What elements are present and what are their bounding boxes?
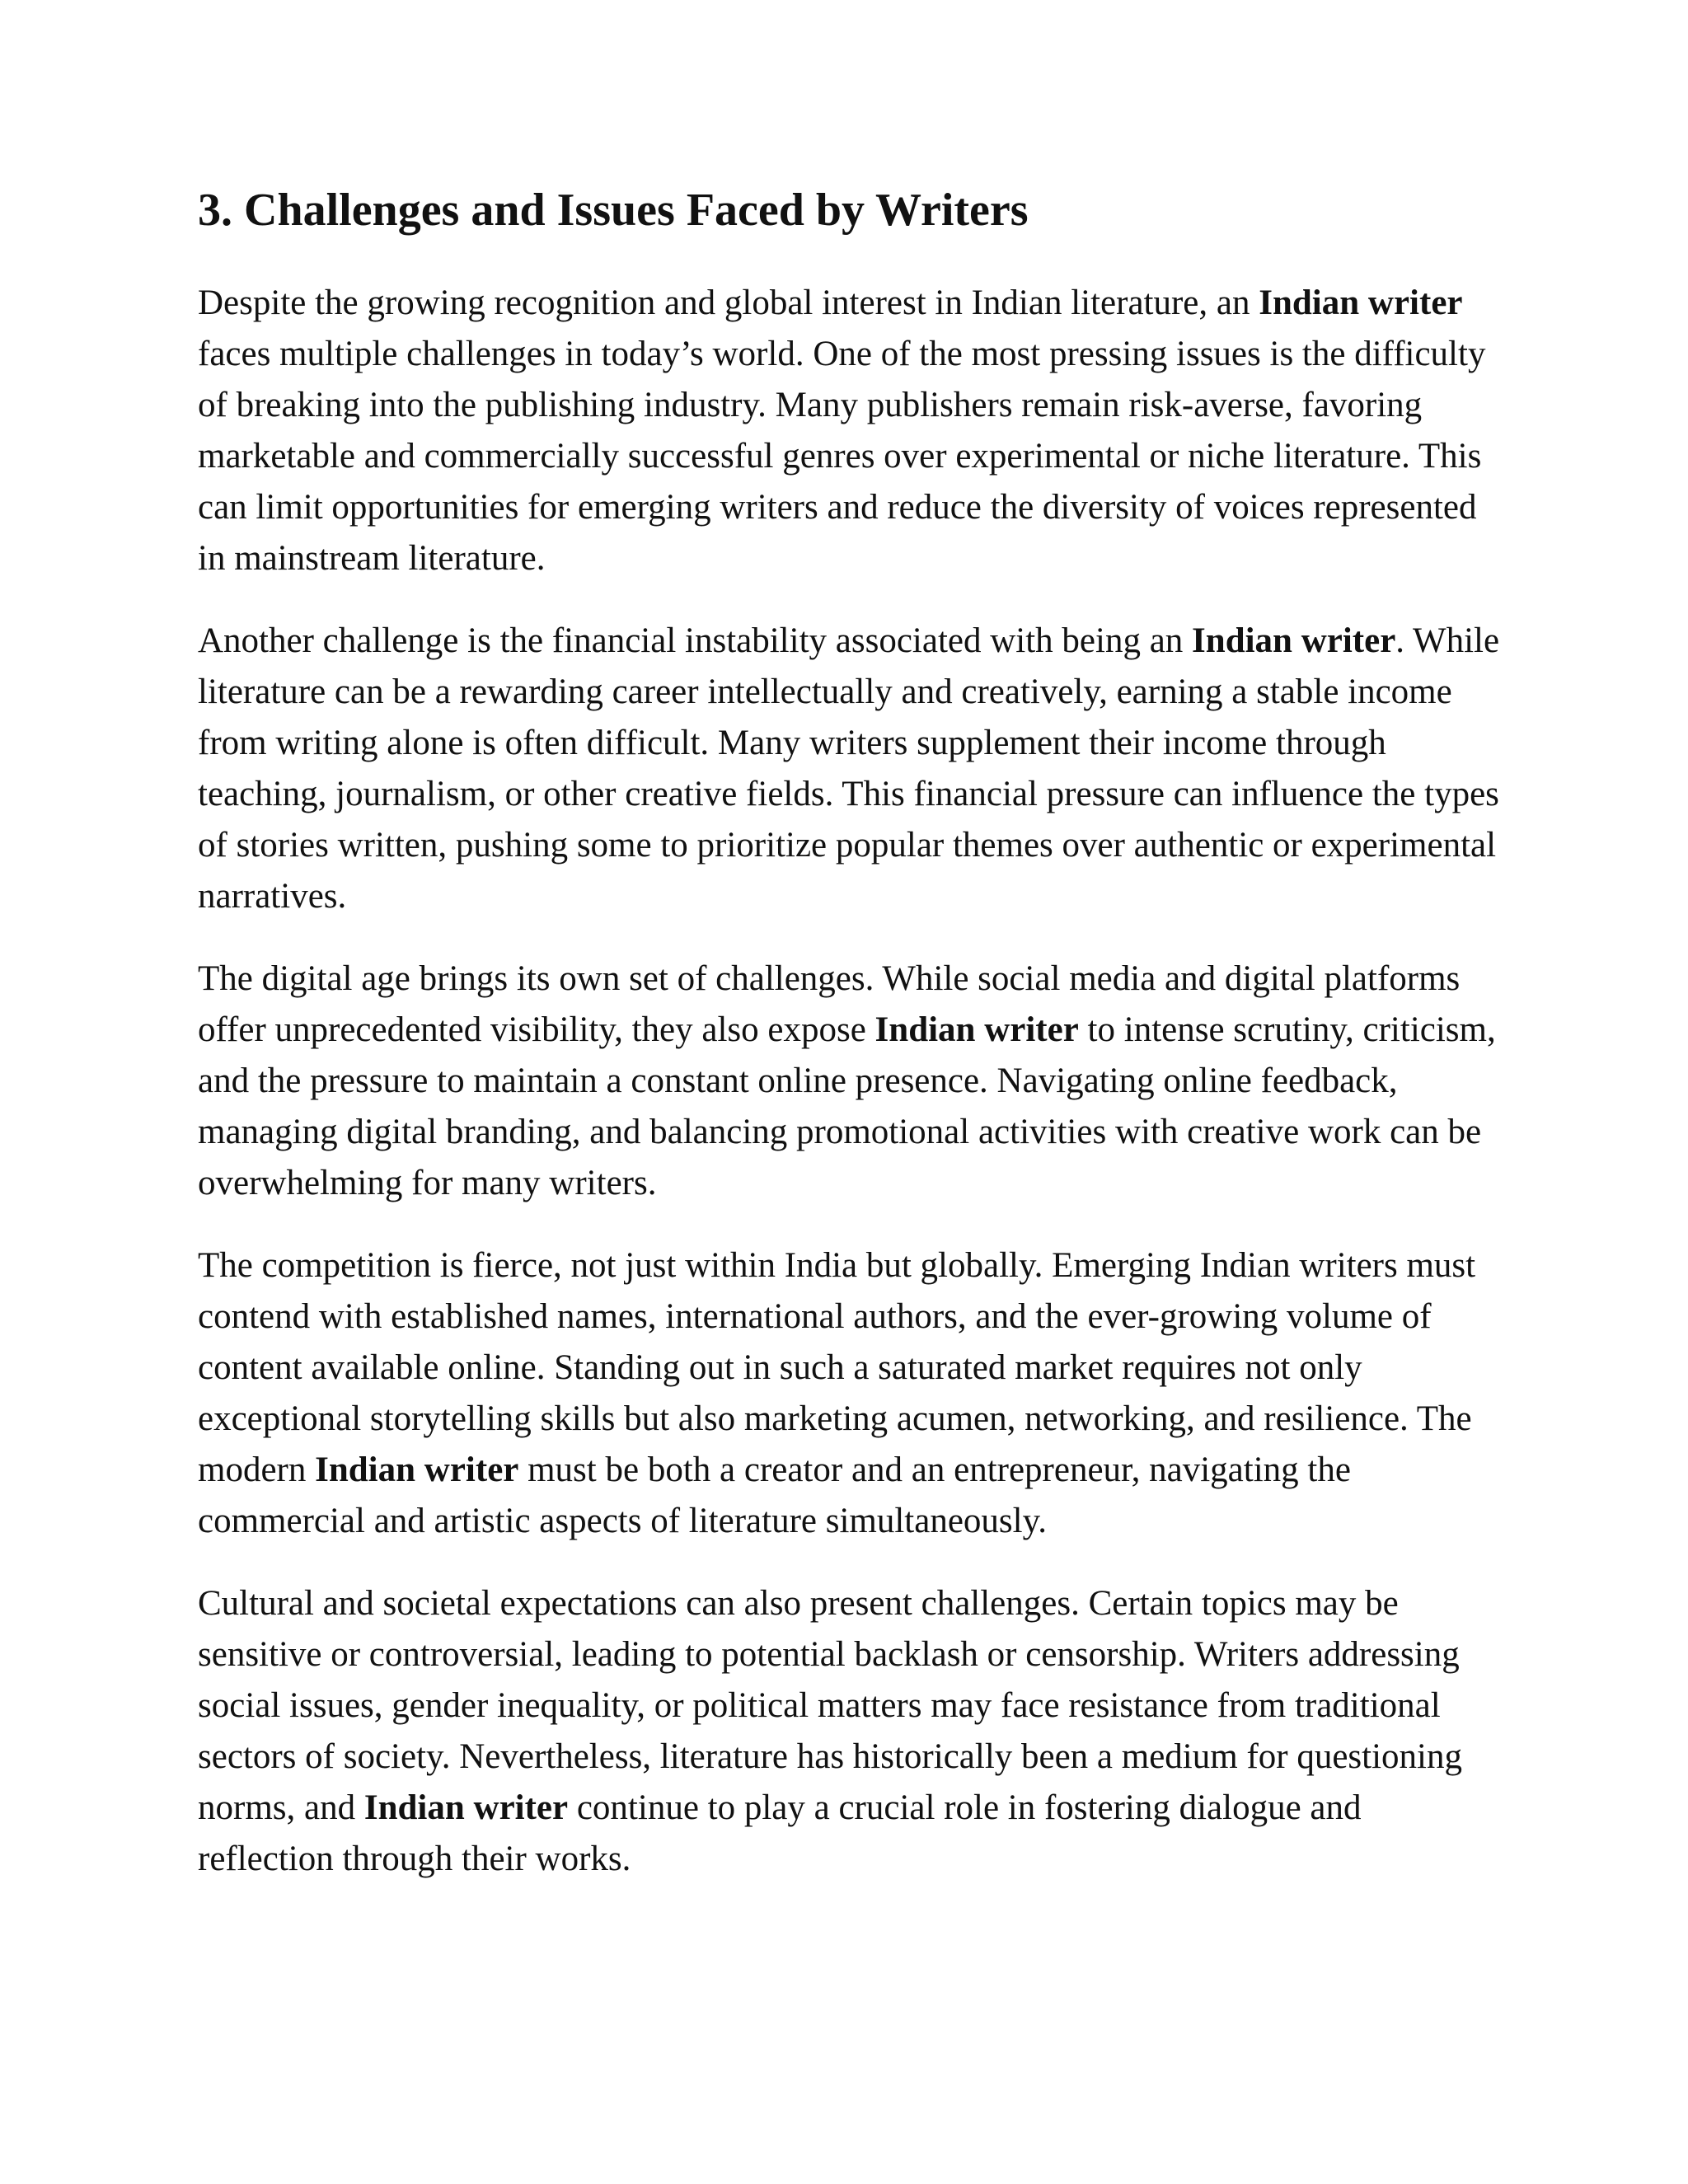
section-heading: 3. Challenges and Issues Faced by Writers — [198, 185, 1029, 236]
paragraph-text: to intense scrutiny, criticism, and the pressure to maintain a constant online presence. Navigating online feedback, managing digital branding, and balancing promotional activities with creative work can be overwhelming for many writers. — [198, 1010, 1496, 1203]
paragraph-text: must be both a creator and an entrepreneur, navigating the commercial and artistic aspects of literature simultaneously. — [198, 1451, 1351, 1541]
paragraph-text: faces multiple challenges in today’s world. One of the most pressing issues is the difficulty of breaking into the publishing industry. Many publishers remain risk-averse, favoring marketable and commercially successful genres over experimental or niche literature. This can limit opportunities for emerging writers and reduce the diversity of voices represented in mainstream literature. — [198, 335, 1486, 579]
paragraph-text: The competition is fierce, not just within India but globally. Emerging Indian writers must contend with established names, international authors, and the ever-growing volume of content available online. Standing out in such a saturated market requires not only exceptional storytelling skills but also marketing acumen, networking, and resilience. The modern — [198, 1246, 1476, 1490]
paragraph-financial — [198, 616, 1500, 922]
paragraph-digital-age — [198, 954, 1500, 1209]
document-page — [198, 183, 1500, 1916]
bold-term: Indian writer — [1259, 284, 1463, 323]
paragraph-text: The digital age brings its own set of challenges. While social media and digital platforms offer unprecedented visibility, they also expose — [198, 959, 1461, 1050]
bold-term: Indian writer — [1192, 621, 1396, 661]
paragraph-text: continue to play a crucial role in fostering dialogue and reflection through their works. — [198, 1788, 1362, 1879]
bold-term: Indian writer — [874, 1010, 1079, 1050]
paragraph-text: Despite the growing recognition and global interest in Indian literature, an — [198, 284, 1259, 323]
paragraph-text: Cultural and societal expectations can also present challenges. Certain topics may be sensitive or controversial, leading to potential backlash or censorship. Writers addressing social issues, gender inequality, or political matters may face resistance from traditional sectors of society. Nevertheless, literature has historically been a medium for questioning norms, and — [198, 1584, 1462, 1828]
bold-term: Indian writer — [315, 1451, 519, 1490]
bold-term: Indian writer — [363, 1788, 569, 1828]
paragraph-competition — [198, 1240, 1500, 1547]
paragraph-text: Another challenge is the financial instability associated with being an — [198, 621, 1193, 661]
paragraph-text: . While literature can be a rewarding career intellectually and creatively, earning a stable income from writing alone is often difficult. Many writers supplement their income through teaching, journalism, or other creative fields. This financial pressure can influence the types of stories written, pushing some to prioritize popular themes over authentic or experimental narratives. — [198, 621, 1500, 916]
paragraph-cultural — [198, 1578, 1500, 1885]
paragraph-publishing — [198, 278, 1500, 584]
